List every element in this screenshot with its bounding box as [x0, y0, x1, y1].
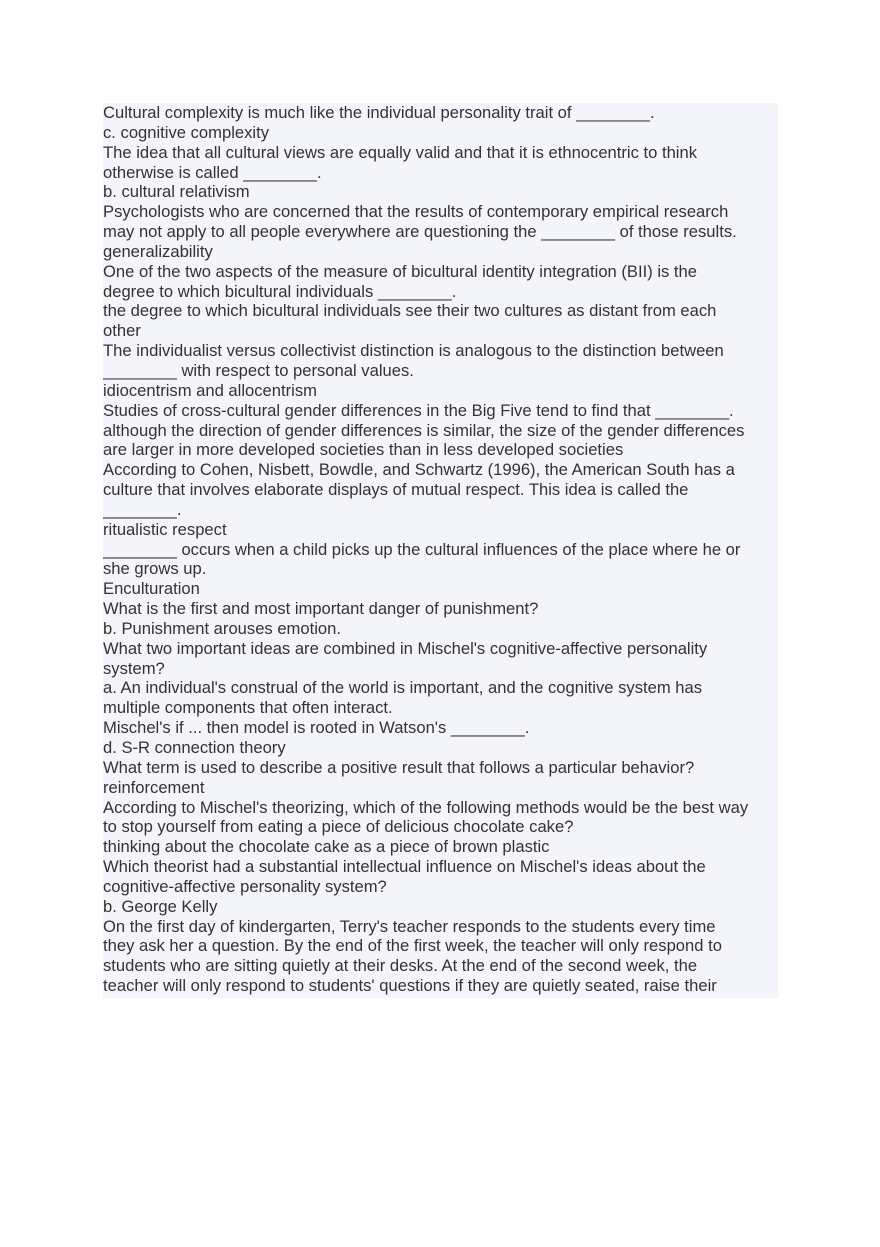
text-line: ________.	[103, 499, 182, 519]
text-line: On the first day of kindergarten, Terry's teacher responds to the students every time	[103, 916, 716, 936]
text-line: What two important ideas are combined in Mischel's cognitive-affective personality	[103, 638, 708, 658]
text-line: to stop yourself from eating a piece of delicious chocolate cake?	[103, 817, 574, 837]
text-line: ________ with respect to personal values.	[103, 360, 414, 380]
text-line: system?	[103, 658, 165, 678]
text-line: Studies of cross-cultural gender differences in the Big Five tend to find that ________.	[103, 400, 734, 420]
text-line: idiocentrism and allocentrism	[103, 380, 317, 400]
text-line: cognitive-affective personality system?	[103, 876, 387, 896]
text-line: although the direction of gender differences is similar, the size of the gender differences	[103, 420, 745, 440]
text-line: degree to which bicultural individuals ________.	[103, 281, 457, 301]
text-line: ________ occurs when a child picks up the cultural influences of the place where he or	[103, 539, 741, 559]
text-line: Cultural complexity is much like the individual personality trait of ________.	[103, 103, 655, 122]
text-line: reinforcement	[103, 777, 205, 797]
text-line: Which theorist had a substantial intellectual influence on Mischel's ideas about the	[103, 857, 706, 877]
text-line: Psychologists who are concerned that the results of contemporary empirical research	[103, 202, 729, 222]
text-line: According to Mischel's theorizing, which of the following methods would be the best way	[103, 797, 749, 817]
text-line: According to Cohen, Nisbett, Bowdle, and Schwartz (1996), the American South has a	[103, 460, 735, 480]
text-line: other	[103, 321, 141, 341]
text-line: The individualist versus collectivist distinction is analogous to the distinction between	[103, 341, 724, 361]
text-line: students who are sitting quietly at their desks. At the end of the second week, the	[103, 956, 698, 976]
text-line: The idea that all cultural views are equally valid and that it is ethnocentric to think	[103, 142, 698, 162]
text-line: b. cultural relativism	[103, 182, 250, 202]
text-line: multiple components that often interact.	[103, 698, 393, 718]
text-line: One of the two aspects of the measure of bicultural identity integration (BII) is the	[103, 261, 697, 281]
text-line: otherwise is called ________.	[103, 162, 322, 182]
text-line: may not apply to all people everywhere are questioning the ________ of those results.	[103, 222, 737, 242]
text-line: What term is used to describe a positive result that follows a particular behavior?	[103, 757, 695, 777]
text-line: generalizability	[103, 241, 213, 261]
qa-text-block	[103, 103, 778, 998]
text-line: teacher will only respond to students' questions if they are quietly seated, raise their	[103, 976, 717, 996]
text-line: d. S-R connection theory	[103, 738, 286, 757]
text-line: c. cognitive complexity	[103, 122, 270, 142]
text-line: thinking about the chocolate cake as a piece of brown plastic	[103, 837, 550, 857]
text-line: b. Punishment arouses emotion.	[103, 618, 341, 638]
text-line: culture that involves elaborate displays of mutual respect. This idea is called the	[103, 480, 689, 500]
text-line: the degree to which bicultural individuals see their two cultures as distant from each	[103, 301, 717, 321]
text-line: Mischel's if ... then model is rooted in Watson's ________.	[103, 718, 530, 738]
text-line: ritualistic respect	[103, 519, 227, 539]
text-line: she grows up.	[103, 559, 207, 579]
text-line: are larger in more developed societies than in less developed societies	[103, 440, 624, 460]
text-line: b. George Kelly	[103, 896, 218, 916]
text-line: Enculturation	[103, 579, 200, 599]
text-line: they ask her a question. By the end of the first week, the teacher will only respond to	[103, 936, 722, 956]
text-line: a. An individual's construal of the world is important, and the cognitive system has	[103, 678, 703, 698]
text-line: What is the first and most important danger of punishment?	[103, 599, 539, 619]
